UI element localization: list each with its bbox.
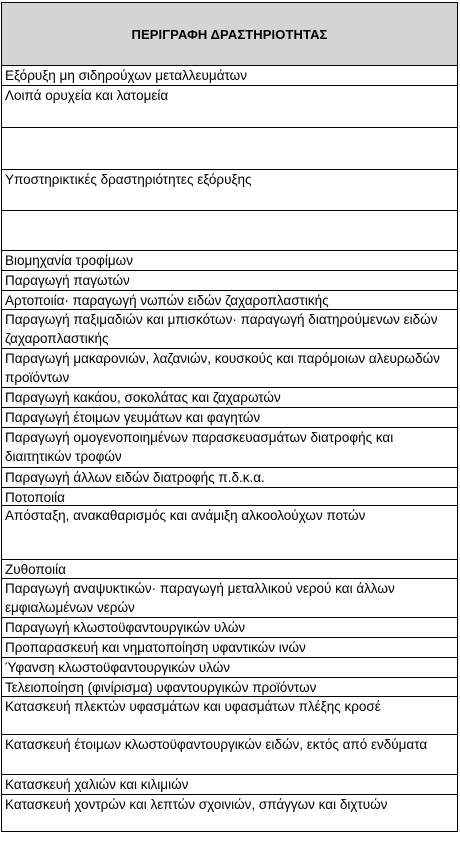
header-title: ΠΕΡΙΓΡΑΦΗ ΔΡΑΣΤΗΡΙΟΤΗΤΑΣ: [131, 26, 328, 42]
table-row: Προπαρασκευή και νηματοποίηση υφαντικών ινών: [2, 638, 457, 658]
table-row: Παραγωγή κλωστοϋφαντουργικών υλών: [2, 618, 457, 638]
table-row: Κατασκευή πλεκτών υφασμάτων και υφασμάτων πλέξης κροσέ: [2, 697, 457, 735]
table-row: Ποτοποιία: [2, 488, 457, 506]
table-row: Λοιπά ορυχεία και λατομεία: [2, 86, 457, 128]
table-row: Αρτοποιία· παραγωγή νωπών ειδών ζαχαροπλαστικής: [2, 291, 457, 310]
table-row: Κατασκευή έτοιμων κλωστοϋφαντουργικών ειδών, εκτός από ενδύματα: [2, 735, 457, 775]
table-row: Παραγωγή μακαρονιών, λαζανιών, κουσκούς και παρόμοιων αλευρωδών προϊόντων: [2, 349, 457, 388]
table-row: Τελειοποίηση (φινίρισμα) υφαντουργικών προϊόντων: [2, 678, 457, 697]
table-row: Παραγωγή αναψυκτικών· παραγωγή μεταλλικού νερού και άλλων εμφιαλωμένων νερών: [2, 579, 457, 618]
table-row: Εξόρυξη μη σιδηρούχων μεταλλευμάτων: [2, 66, 457, 86]
table-row: Κατασκευή χαλιών και κιλιμιών: [2, 775, 457, 795]
table-header: [2, 2, 457, 66]
table-row: Κατασκευή χοντρών και λεπτών σχοινιών, σπάγγων και διχτυών: [2, 795, 457, 832]
table-row: Παραγωγή ομογενοποιημένων παρασκευασμάτων διατροφής και διαιτητικών τροφών: [2, 428, 457, 468]
table-row: Βιομηχανία τροφίμων: [2, 251, 457, 271]
table-row: Παραγωγή έτοιμων γευμάτων και φαγητών: [2, 408, 457, 428]
table-row: Υποστηρικτικές δραστηριότητες εξόρυξης: [2, 170, 457, 211]
table-row: Παραγωγή παξιμαδιών και μπισκότων· παραγωγή διατηρούμενων ειδών ζαχαροπλαστικής: [2, 310, 457, 349]
table-row: Παραγωγή άλλων ειδών διατροφής π.δ.κ.α.: [2, 468, 457, 488]
table-row: Απόσταξη, ανακαθαρισμός και ανάμιξη αλκοολούχων ποτών: [2, 506, 457, 560]
table-row: Παραγωγή παγωτών: [2, 271, 457, 291]
table-row: Ζυθοποιία: [2, 560, 457, 579]
table-row: Παραγωγή κακάου, σοκολάτας και ζαχαρωτών: [2, 388, 457, 408]
table-row: [2, 128, 457, 170]
table-row: Ύφανση κλωστοϋφαντουργικών υλών: [2, 658, 457, 678]
table-row: [2, 211, 457, 251]
activity-table: [1, 2, 458, 832]
